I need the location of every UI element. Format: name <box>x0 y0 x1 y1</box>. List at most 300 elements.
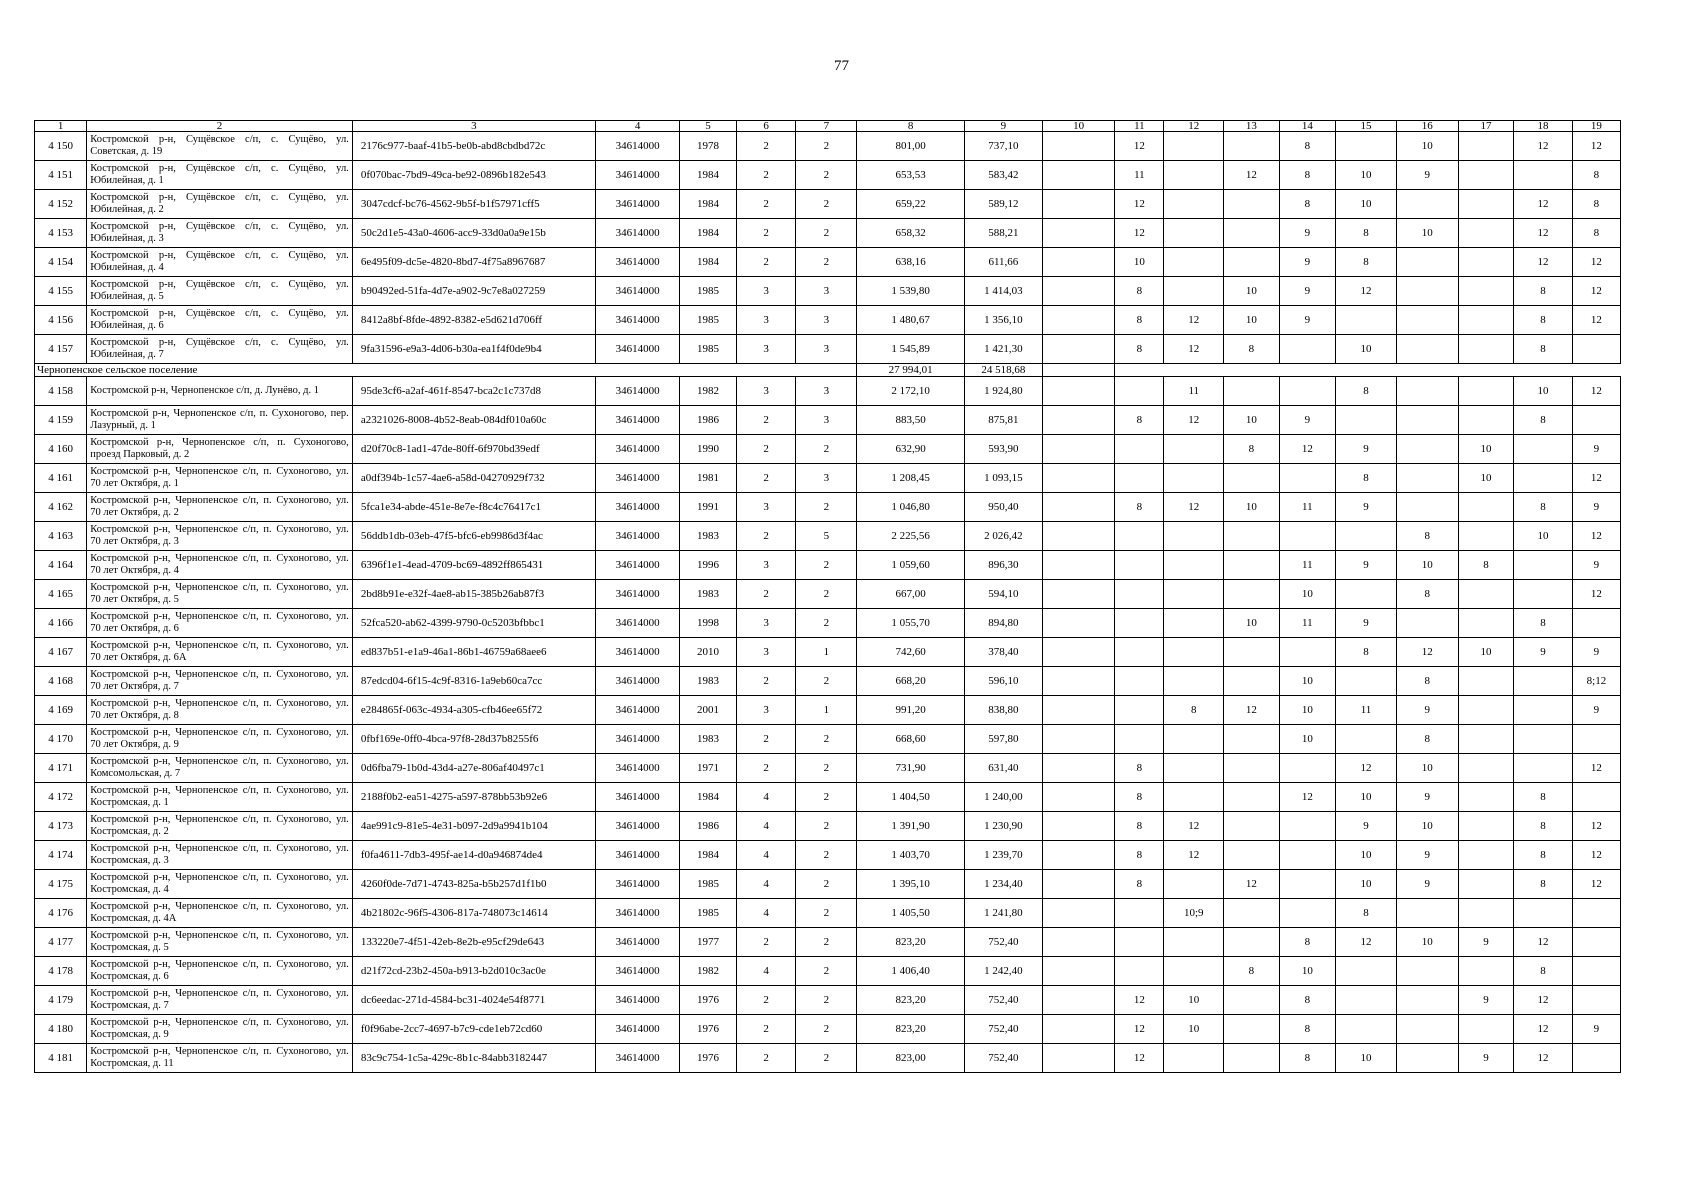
oktmo-cell: 34614000 <box>595 609 679 638</box>
col14-cell <box>1279 870 1336 899</box>
col6-cell: 4 <box>736 957 796 986</box>
area-total-cell: 659,22 <box>857 190 965 219</box>
settlement-name: Чернопенское сельское поселение <box>35 364 857 377</box>
address-text: Костромской р-н, Чернопенское с/п, п. Сухоногово, ул. 70 лет Октября, д. 4 <box>90 553 349 576</box>
col17-cell <box>1458 1015 1513 1044</box>
guid-cell: 87edcd04-6f15-4c9f-8316-1a9eb60ca7cc <box>352 667 595 696</box>
area-living-cell: 1 093,15 <box>964 464 1042 493</box>
year-cell: 1983 <box>680 725 737 754</box>
col11-cell: 8 <box>1115 783 1164 812</box>
col6-cell: 2 <box>736 754 796 783</box>
col17-cell: 10 <box>1458 464 1513 493</box>
col16-cell: 9 <box>1396 870 1458 899</box>
col18-cell: 8 <box>1514 783 1573 812</box>
oktmo-cell: 34614000 <box>595 161 679 190</box>
area-living-cell: 1 230,90 <box>964 812 1042 841</box>
col13-cell <box>1224 580 1279 609</box>
table-row <box>35 986 1621 1015</box>
col17-cell <box>1458 812 1513 841</box>
col18-cell: 9 <box>1514 638 1573 667</box>
area-total-cell: 638,16 <box>857 248 965 277</box>
number-cell: 4 151 <box>35 161 87 190</box>
address-cell <box>87 464 353 493</box>
address-cell <box>87 957 353 986</box>
col15-cell <box>1336 306 1397 335</box>
address-cell <box>87 986 353 1015</box>
oktmo-cell: 34614000 <box>595 190 679 219</box>
col10-cell <box>1042 406 1115 435</box>
address-cell <box>87 248 353 277</box>
col11-cell <box>1115 377 1164 406</box>
col11-cell <box>1115 551 1164 580</box>
guid-cell: 3047cdcf-bc76-4562-9b5f-b1f57971cff5 <box>352 190 595 219</box>
col7-cell: 2 <box>796 986 857 1015</box>
col15-cell: 9 <box>1336 812 1397 841</box>
col11-cell: 8 <box>1115 841 1164 870</box>
column-header: 13 <box>1224 121 1279 132</box>
col13-cell: 10 <box>1224 406 1279 435</box>
area-total-cell: 1 403,70 <box>857 841 965 870</box>
address-text: Костромской р-н, Чернопенское с/п, п. Сухоногово, ул. Костромская, д. 3 <box>90 843 349 866</box>
guid-cell: 5fca1e34-abde-451e-8e7e-f8c4c76417c1 <box>352 493 595 522</box>
col19-cell <box>1572 406 1620 435</box>
col15-cell <box>1336 522 1397 551</box>
col11-cell: 8 <box>1115 754 1164 783</box>
col18-cell: 8 <box>1514 335 1573 364</box>
col12-cell: 12 <box>1164 306 1224 335</box>
col11-cell: 12 <box>1115 190 1164 219</box>
number-cell: 4 171 <box>35 754 87 783</box>
guid-cell: d21f72cd-23b2-450a-b913-b2d010c3ac0e <box>352 957 595 986</box>
col16-cell: 10 <box>1396 132 1458 161</box>
area-total-cell: 1 046,80 <box>857 493 965 522</box>
area-living-cell: 631,40 <box>964 754 1042 783</box>
col12-cell: 12 <box>1164 406 1224 435</box>
year-cell: 2010 <box>680 638 737 667</box>
column-header: 4 <box>595 121 679 132</box>
col11-cell <box>1115 464 1164 493</box>
col6-cell: 2 <box>736 435 796 464</box>
col18-cell <box>1514 667 1573 696</box>
col6-cell: 2 <box>736 580 796 609</box>
col16-cell: 8 <box>1396 667 1458 696</box>
oktmo-cell: 34614000 <box>595 132 679 161</box>
col19-cell: 12 <box>1572 132 1620 161</box>
col10-cell <box>1042 928 1115 957</box>
address-text: Костромской р-н, Чернопенское с/п, п. Сухоногово, ул. Костромская, д. 7 <box>90 988 349 1011</box>
col17-cell <box>1458 870 1513 899</box>
guid-cell: 50c2d1e5-43a0-4606-acc9-33d0a0a9e15b <box>352 219 595 248</box>
area-living-cell: 1 924,80 <box>964 377 1042 406</box>
col13-cell <box>1224 812 1279 841</box>
col19-cell: 12 <box>1572 754 1620 783</box>
col6-cell: 4 <box>736 841 796 870</box>
table-row <box>35 377 1621 406</box>
area-total-cell: 2 225,56 <box>857 522 965 551</box>
number-cell: 4 162 <box>35 493 87 522</box>
year-cell: 1985 <box>680 899 737 928</box>
year-cell: 1986 <box>680 406 737 435</box>
area-living-cell: 894,80 <box>964 609 1042 638</box>
number-cell: 4 175 <box>35 870 87 899</box>
number-cell: 4 166 <box>35 609 87 638</box>
col14-cell: 9 <box>1279 219 1336 248</box>
oktmo-cell: 34614000 <box>595 638 679 667</box>
address-text: Костромской р-н, Чернопенское с/п, п. Сухоногово, проезд Парковый, д. 2 <box>90 437 349 460</box>
col7-cell: 2 <box>796 248 857 277</box>
address-text: Костромской р-н, Чернопенское с/п, п. Сухоногово, ул. Костромская, д. 4А <box>90 901 349 924</box>
number-cell: 4 174 <box>35 841 87 870</box>
col13-cell <box>1224 248 1279 277</box>
number-cell: 4 173 <box>35 812 87 841</box>
col12-cell: 12 <box>1164 493 1224 522</box>
col6-cell: 4 <box>736 870 796 899</box>
col19-cell <box>1572 335 1620 364</box>
col18-cell: 8 <box>1514 306 1573 335</box>
address-cell <box>87 870 353 899</box>
col6-cell: 3 <box>736 609 796 638</box>
col14-cell: 10 <box>1279 725 1336 754</box>
col14-cell: 9 <box>1279 248 1336 277</box>
col11-cell: 12 <box>1115 1044 1164 1073</box>
col17-cell <box>1458 190 1513 219</box>
col19-cell <box>1572 783 1620 812</box>
year-cell: 1985 <box>680 870 737 899</box>
area-total-cell: 823,20 <box>857 928 965 957</box>
year-cell: 1984 <box>680 841 737 870</box>
col12-cell <box>1164 638 1224 667</box>
address-cell <box>87 783 353 812</box>
area-living-cell: 1 240,00 <box>964 783 1042 812</box>
oktmo-cell: 34614000 <box>595 783 679 812</box>
col18-cell: 8 <box>1514 277 1573 306</box>
area-living-cell: 950,40 <box>964 493 1042 522</box>
col12-cell: 12 <box>1164 335 1224 364</box>
guid-cell: ed837b51-e1a9-46a1-86b1-46759a68aee6 <box>352 638 595 667</box>
table-row <box>35 870 1621 899</box>
col6-cell: 4 <box>736 899 796 928</box>
col19-cell: 8 <box>1572 219 1620 248</box>
area-total-cell: 1 391,90 <box>857 812 965 841</box>
number-cell: 4 170 <box>35 725 87 754</box>
col19-cell: 12 <box>1572 306 1620 335</box>
number-cell: 4 176 <box>35 899 87 928</box>
number-cell: 4 155 <box>35 277 87 306</box>
col11-cell: 8 <box>1115 335 1164 364</box>
col14-cell: 11 <box>1279 493 1336 522</box>
table-row <box>35 248 1621 277</box>
col19-cell: 8 <box>1572 190 1620 219</box>
address-cell <box>87 277 353 306</box>
col17-cell <box>1458 580 1513 609</box>
col17-cell <box>1458 667 1513 696</box>
number-cell: 4 168 <box>35 667 87 696</box>
col13-cell <box>1224 464 1279 493</box>
column-header: 9 <box>964 121 1042 132</box>
col11-cell: 8 <box>1115 870 1164 899</box>
number-cell: 4 165 <box>35 580 87 609</box>
col7-cell: 3 <box>796 464 857 493</box>
col14-cell <box>1279 812 1336 841</box>
address-text: Костромской р-н, Сущёвское с/п, с. Сущёво, ул. Юбилейная, д. 3 <box>90 221 349 244</box>
col19-cell: 9 <box>1572 493 1620 522</box>
col18-cell: 8 <box>1514 841 1573 870</box>
col12-cell <box>1164 870 1224 899</box>
col13-cell: 12 <box>1224 870 1279 899</box>
address-text: Костромской р-н, Сущёвское с/п, с. Сущёво, ул. Советская, д. 19 <box>90 134 349 157</box>
col6-cell: 4 <box>736 812 796 841</box>
col18-cell: 8 <box>1514 870 1573 899</box>
table-row <box>35 609 1621 638</box>
col16-cell <box>1396 377 1458 406</box>
col16-cell <box>1396 493 1458 522</box>
address-cell <box>87 132 353 161</box>
col11-cell: 12 <box>1115 219 1164 248</box>
col16-cell: 10 <box>1396 812 1458 841</box>
col14-cell: 8 <box>1279 928 1336 957</box>
col19-cell: 12 <box>1572 377 1620 406</box>
area-living-cell: 1 242,40 <box>964 957 1042 986</box>
col13-cell <box>1224 219 1279 248</box>
col15-cell: 12 <box>1336 928 1397 957</box>
year-cell: 1983 <box>680 580 737 609</box>
col7-cell: 2 <box>796 219 857 248</box>
oktmo-cell: 34614000 <box>595 1044 679 1073</box>
area-living-cell: 1 234,40 <box>964 870 1042 899</box>
col18-cell: 12 <box>1514 248 1573 277</box>
number-cell: 4 160 <box>35 435 87 464</box>
area-living-cell: 1 239,70 <box>964 841 1042 870</box>
col6-cell: 2 <box>736 1015 796 1044</box>
area-living-cell: 1 356,10 <box>964 306 1042 335</box>
column-header: 12 <box>1164 121 1224 132</box>
col15-cell: 8 <box>1336 248 1397 277</box>
col17-cell <box>1458 899 1513 928</box>
col11-cell: 8 <box>1115 493 1164 522</box>
col13-cell <box>1224 754 1279 783</box>
col17-cell <box>1458 957 1513 986</box>
address-text: Костромской р-н, Чернопенское с/п, п. Сухоногово, ул. 70 лет Октября, д. 9 <box>90 727 349 750</box>
oktmo-cell: 34614000 <box>595 306 679 335</box>
year-cell: 1996 <box>680 551 737 580</box>
col16-cell: 9 <box>1396 696 1458 725</box>
col7-cell: 1 <box>796 638 857 667</box>
col14-cell: 8 <box>1279 132 1336 161</box>
column-header: 10 <box>1042 121 1115 132</box>
col13-cell <box>1224 783 1279 812</box>
area-living-cell: 752,40 <box>964 928 1042 957</box>
col7-cell: 2 <box>796 493 857 522</box>
col13-cell <box>1224 725 1279 754</box>
col19-cell <box>1572 609 1620 638</box>
oktmo-cell: 34614000 <box>595 986 679 1015</box>
area-total-cell: 823,20 <box>857 1015 965 1044</box>
col19-cell: 9 <box>1572 551 1620 580</box>
column-header: 19 <box>1572 121 1620 132</box>
col12-cell: 10 <box>1164 1015 1224 1044</box>
area-living-cell: 737,10 <box>964 132 1042 161</box>
area-total-cell: 658,32 <box>857 219 965 248</box>
col19-cell: 9 <box>1572 638 1620 667</box>
area-living-cell: 752,40 <box>964 1044 1042 1073</box>
col13-cell <box>1224 132 1279 161</box>
col15-cell <box>1336 1015 1397 1044</box>
area-living-cell: 1 414,03 <box>964 277 1042 306</box>
col14-cell: 12 <box>1279 435 1336 464</box>
col16-cell: 12 <box>1396 638 1458 667</box>
settlement-subtotal-row <box>35 364 1621 377</box>
col7-cell: 2 <box>796 870 857 899</box>
area-total-cell: 632,90 <box>857 435 965 464</box>
col15-cell <box>1336 957 1397 986</box>
address-cell <box>87 435 353 464</box>
year-cell: 1991 <box>680 493 737 522</box>
col11-cell: 8 <box>1115 812 1164 841</box>
col7-cell: 3 <box>796 377 857 406</box>
col18-cell: 12 <box>1514 219 1573 248</box>
col6-cell: 2 <box>736 667 796 696</box>
col16-cell <box>1396 306 1458 335</box>
subtotal-area-living: 24 518,68 <box>964 364 1042 377</box>
year-cell: 1985 <box>680 335 737 364</box>
col6-cell: 2 <box>736 725 796 754</box>
col17-cell <box>1458 725 1513 754</box>
col18-cell <box>1514 580 1573 609</box>
col7-cell: 2 <box>796 899 857 928</box>
address-cell <box>87 493 353 522</box>
address-text: Костромской р-н, Сущёвское с/п, с. Сущёво, ул. Юбилейная, д. 2 <box>90 192 349 215</box>
col10-cell <box>1042 696 1115 725</box>
area-total-cell: 991,20 <box>857 696 965 725</box>
oktmo-cell: 34614000 <box>595 580 679 609</box>
col17-cell <box>1458 306 1513 335</box>
col17-cell <box>1458 335 1513 364</box>
col6-cell: 2 <box>736 464 796 493</box>
guid-cell: 4ae991c9-81e5-4e31-b097-2d9a9941b104 <box>352 812 595 841</box>
col14-cell: 11 <box>1279 551 1336 580</box>
area-living-cell: 583,42 <box>964 161 1042 190</box>
number-cell: 4 172 <box>35 783 87 812</box>
number-cell: 4 152 <box>35 190 87 219</box>
number-cell: 4 167 <box>35 638 87 667</box>
table-row <box>35 928 1621 957</box>
col19-cell: 12 <box>1572 277 1620 306</box>
guid-cell: e284865f-063c-4934-a305-cfb46ee65f72 <box>352 696 595 725</box>
col11-cell <box>1115 522 1164 551</box>
col16-cell <box>1396 406 1458 435</box>
col12-cell <box>1164 754 1224 783</box>
area-living-cell: 611,66 <box>964 248 1042 277</box>
number-cell: 4 159 <box>35 406 87 435</box>
area-total-cell: 1 208,45 <box>857 464 965 493</box>
area-total-cell: 668,60 <box>857 725 965 754</box>
address-text: Костромской р-н, Чернопенское с/п, п. Сухоногово, ул. 70 лет Октября, д. 2 <box>90 495 349 518</box>
col7-cell: 2 <box>796 667 857 696</box>
col19-cell: 8 <box>1572 161 1620 190</box>
col7-cell: 2 <box>796 580 857 609</box>
col13-cell <box>1224 928 1279 957</box>
area-total-cell: 823,20 <box>857 986 965 1015</box>
year-cell: 1971 <box>680 754 737 783</box>
address-text: Костромской р-н, Чернопенское с/п, п. Сухоногово, ул. 70 лет Октября, д. 8 <box>90 698 349 721</box>
col10-cell <box>1042 248 1115 277</box>
col16-cell <box>1396 1015 1458 1044</box>
col6-cell: 2 <box>736 248 796 277</box>
address-text: Костромской р-н, Сущёвское с/п, с. Сущёво, ул. Юбилейная, д. 1 <box>90 163 349 186</box>
col13-cell: 10 <box>1224 609 1279 638</box>
guid-cell: 83c9c754-1c5a-429c-8b1c-84abb3182447 <box>352 1044 595 1073</box>
column-header: 11 <box>1115 121 1164 132</box>
oktmo-cell: 34614000 <box>595 928 679 957</box>
col12-cell <box>1164 132 1224 161</box>
guid-cell: 6e495f09-dc5e-4820-8bd7-4f75a8967687 <box>352 248 595 277</box>
address-cell <box>87 609 353 638</box>
area-total-cell: 731,90 <box>857 754 965 783</box>
col19-cell <box>1572 725 1620 754</box>
col6-cell: 2 <box>736 986 796 1015</box>
address-cell <box>87 754 353 783</box>
col17-cell: 10 <box>1458 638 1513 667</box>
col15-cell: 10 <box>1336 870 1397 899</box>
guid-cell: b90492ed-51fa-4d7e-a902-9c7e8a027259 <box>352 277 595 306</box>
col7-cell: 2 <box>796 132 857 161</box>
guid-cell: a2321026-8008-4b52-8eab-084df010a60c <box>352 406 595 435</box>
col15-cell: 8 <box>1336 219 1397 248</box>
col18-cell <box>1514 161 1573 190</box>
col15-cell: 12 <box>1336 277 1397 306</box>
guid-cell: d20f70c8-1ad1-47de-80ff-6f970bd39edf <box>352 435 595 464</box>
table-row <box>35 1015 1621 1044</box>
address-cell <box>87 219 353 248</box>
address-cell <box>87 377 353 406</box>
col7-cell: 2 <box>796 783 857 812</box>
year-cell: 1986 <box>680 812 737 841</box>
table-row <box>35 219 1621 248</box>
table-row <box>35 725 1621 754</box>
col14-cell: 12 <box>1279 783 1336 812</box>
table-row <box>35 957 1621 986</box>
col10-cell <box>1042 957 1115 986</box>
col16-cell <box>1396 190 1458 219</box>
area-total-cell: 653,53 <box>857 161 965 190</box>
table-row <box>35 335 1621 364</box>
table-row <box>35 580 1621 609</box>
table-row <box>35 899 1621 928</box>
col18-cell <box>1514 551 1573 580</box>
table-row <box>35 132 1621 161</box>
col12-cell <box>1164 522 1224 551</box>
oktmo-cell: 34614000 <box>595 277 679 306</box>
col7-cell: 3 <box>796 306 857 335</box>
col7-cell: 3 <box>796 406 857 435</box>
guid-cell: 2bd8b91e-e32f-4ae8-ab15-385b26ab87f3 <box>352 580 595 609</box>
col7-cell: 1 <box>796 696 857 725</box>
col19-cell <box>1572 1044 1620 1073</box>
col7-cell: 2 <box>796 841 857 870</box>
col11-cell <box>1115 435 1164 464</box>
oktmo-cell: 34614000 <box>595 754 679 783</box>
col18-cell: 10 <box>1514 522 1573 551</box>
oktmo-cell: 34614000 <box>595 725 679 754</box>
oktmo-cell: 34614000 <box>595 464 679 493</box>
col19-cell: 12 <box>1572 841 1620 870</box>
col14-cell <box>1279 464 1336 493</box>
page-number: 77 <box>834 58 849 74</box>
col10-cell <box>1042 638 1115 667</box>
year-cell: 1984 <box>680 190 737 219</box>
data-table <box>34 120 1621 1073</box>
column-header: 7 <box>796 121 857 132</box>
